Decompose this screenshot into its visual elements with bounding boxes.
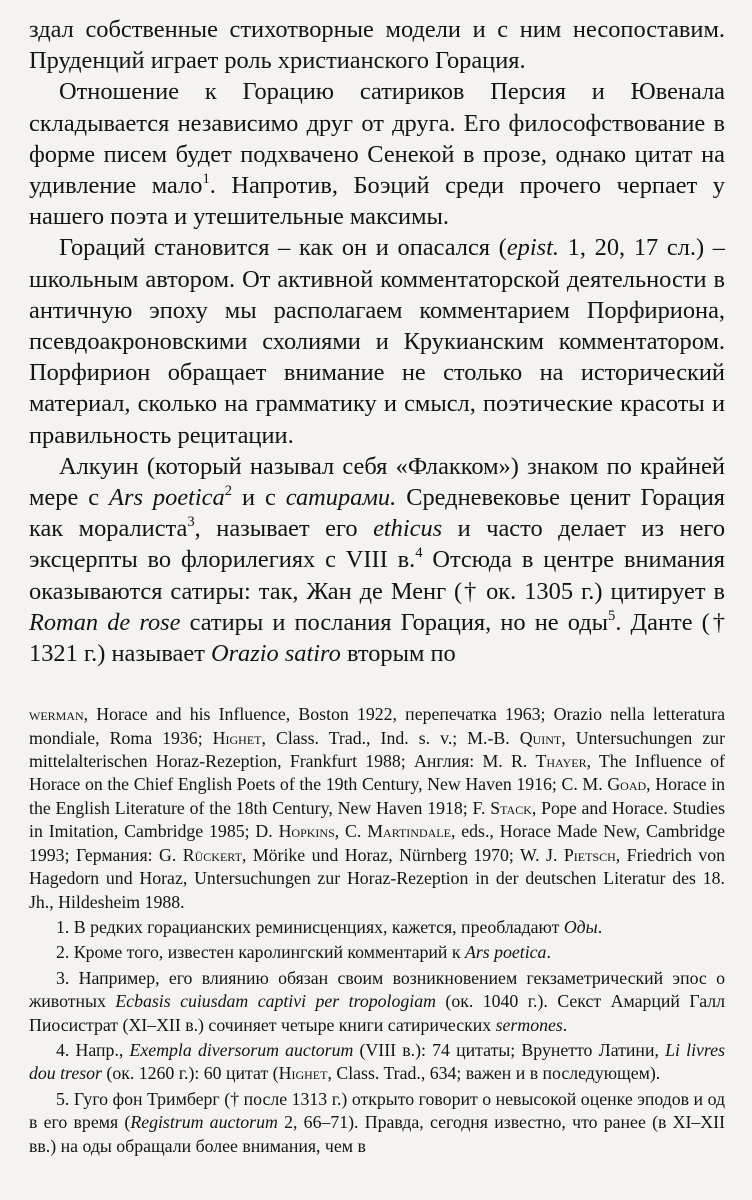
text-run: Средневековье ценит Горация как моралиста	[29, 484, 725, 543]
text-run: , Pope and Horace. Studies in Imitation, Cambridge 1985; D.	[29, 797, 725, 842]
footnote-5	[29, 1088, 725, 1158]
text-run: 1. В редких горацианских реминисценциях, кажется, преобладают	[56, 916, 564, 937]
author-name: werman	[29, 704, 84, 725]
author-name: Highet	[212, 727, 262, 748]
italic-run: ethicus	[373, 515, 443, 543]
author-name: Rückert	[182, 844, 242, 865]
author-name: Stack	[490, 797, 532, 818]
text-run: (ок. 1040 г.). Секст Амарций Галл Пиосистрат (XI–XII в.) сочиняет четыре книги сатирических	[29, 991, 725, 1035]
footnote-ref: 4	[415, 545, 423, 562]
italic-run: epist.	[506, 234, 559, 262]
italic-run: сатирами.	[285, 484, 397, 512]
text-run: .	[562, 1014, 568, 1035]
text-run: , Class. Trad., Ind. s. v.; M.-B.	[261, 727, 520, 748]
text-run: Алкуин (который называл себя «Флакком») знаком по крайней мере с	[29, 452, 725, 512]
text-run: 3. Например, его влиянию обязан своим возникновением гекзаметрический эпос о животных	[29, 967, 725, 1012]
author-name: Hopkins	[278, 821, 335, 842]
text-run: здал собственные стихотворные модели и с ним несопоставим. Пруденций играет роль христианского Горация.	[29, 16, 725, 75]
main-text	[29, 14, 725, 669]
text-run: Отношение к Горацию сатириков Персия и Ювенала складывается независимо друг от друга. Его философствование в форме писем будет подхвачено Сенекой в прозе, однако цитат на удивление мало	[29, 78, 725, 200]
footnote-1	[29, 916, 725, 939]
text-run: 4. Напр.,	[56, 1039, 130, 1060]
text-run: и с	[232, 484, 286, 512]
text-run: , The Influence of Horace on the Chief English Poets of the 19th Century, New Haven 1916; C. M.	[29, 751, 725, 795]
paragraph-4	[29, 451, 725, 669]
italic-run: Ecbasis cuiusdam captivi per tropologiam	[115, 991, 436, 1012]
italic-run: Registrum auctorum	[130, 1112, 278, 1133]
paragraph-3	[29, 232, 725, 450]
author-name: Martindale	[367, 821, 451, 842]
footnote-ref: 3	[187, 514, 195, 531]
paragraph-1	[29, 14, 725, 76]
text-run: , eds., Horace Made New, Cambridge 1993; Германия: G.	[29, 821, 725, 865]
text-run: . Напротив, Боэций среди прочего черпает у нашего поэта и утешительные максимы.	[29, 172, 725, 231]
italic-run: Ars poetica	[109, 484, 225, 512]
text-run: , Class. Trad., 634; важен и в последующем).	[327, 1063, 661, 1084]
italic-run: Exempla diversorum auctorum	[129, 1039, 354, 1060]
author-name: Quint	[519, 727, 562, 748]
text-run: вторым по	[340, 640, 456, 668]
text-run: , называет его	[194, 515, 374, 543]
text-run: (ок. 1260 г.): 60 цитат (	[101, 1063, 279, 1084]
text-run: .	[597, 916, 603, 937]
text-run: , Friedrich von Hagedorn und Horaz, Untersuchungen zur Horaz-Rezeption in der deutschen Literatur des 18. Jh., Hildesheim 1988.	[29, 844, 725, 912]
text-run: , Horace in the English Literature of the 18th Century, New Haven 1918; F.	[29, 774, 726, 818]
footnote-3	[29, 967, 725, 1037]
footnote-ref: 5	[608, 607, 616, 624]
text-run: и часто делает из него эксцерпты во флорилегиях с VIII в.	[29, 515, 726, 574]
italic-run: Оды	[563, 916, 598, 937]
text-run: Гораций становится – как он и опасался (	[59, 234, 507, 262]
italic-run: Orazio satiro	[210, 640, 341, 668]
author-name: Highet	[278, 1063, 328, 1084]
italic-run: Li livres dou tresor	[29, 1039, 725, 1084]
author-name: Goad	[607, 774, 647, 795]
footnote-ref: 1	[202, 170, 210, 187]
author-name: Pietsch	[563, 844, 616, 865]
text-run: Отсюда в центре внимания оказываются сатиры: так, Жан де Менг († ок. 1305 г.) цитирует в	[29, 546, 725, 605]
italic-run: Ars poetica	[464, 942, 547, 963]
text-run: 2, 66–71). Правда, сегодня известно, что ранее (в XI–XII вв.) на оды обращали более внимания, чем в	[29, 1112, 725, 1156]
footnotes	[29, 703, 725, 1158]
text-run: сатиры и послания Горация, но не оды	[180, 608, 608, 636]
text-run: 1, 20, 17 сл.) – школьным автором. От активной комментаторской деятельности в античную эпоху мы располагаем комментарием Порфириона, псевдоакроновскими схолиями и Крукианским комментатором. Порфирион обращает внимание не столько на исторический материал, сколько на грамматику и смысл, поэтические красоты и правильность рецитации.	[29, 234, 726, 449]
footnote-2	[29, 941, 725, 964]
bibliography-continuation	[29, 703, 725, 914]
text-run: (VIII в.): 74 цитаты; Врунетто Латини,	[353, 1039, 666, 1060]
text-run: .	[546, 942, 551, 963]
italic-run: Roman de rose	[29, 608, 181, 636]
text-run: . Данте († 1321 г.) называет	[29, 608, 725, 668]
text-run: , C.	[334, 821, 368, 842]
text-run: , Untersuchungen zur mittelalterischen Horaz-Rezeption, Frankfurt 1988; Англия: M. R.	[29, 727, 725, 772]
text-run: , Mörike und Horaz, Nürnberg 1970; W. J.	[241, 844, 564, 865]
text-run: 5. Гуго фон Тримберг († после 1313 г.) открыто говорит о невысокой оценке эподов и од в его время (	[29, 1088, 725, 1133]
author-name: Thayer	[535, 751, 587, 772]
italic-run: sermones	[495, 1014, 563, 1035]
footnote-ref: 2	[224, 482, 232, 499]
paragraph-2	[29, 76, 725, 232]
footnote-4	[29, 1039, 725, 1086]
text-run: , Horace and his Influence, Boston 1922, перепечатка 1963; Orazio nella letteratura mondiale, Roma 1936;	[29, 704, 725, 748]
text-run: 2. Кроме того, известен каролингский комментарий к	[56, 942, 465, 963]
